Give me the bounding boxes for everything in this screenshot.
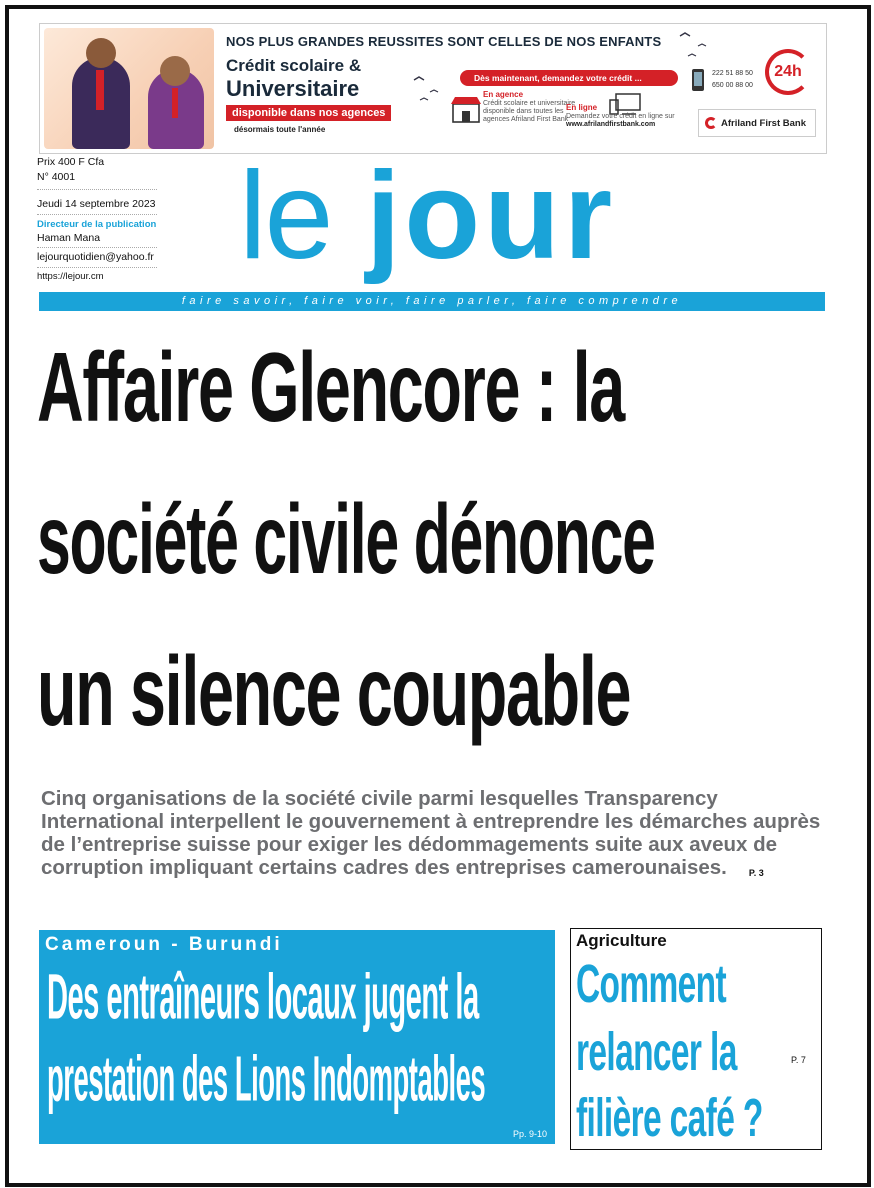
issue-date: Jeudi 14 septembre 2023: [37, 198, 156, 210]
meta-divider: [37, 214, 157, 215]
ad-online-block: [566, 104, 690, 129]
tie-left: [96, 70, 104, 110]
story-right-headline-line-3: filière café ?: [576, 1088, 763, 1148]
ad-period: désormais toute l'année: [234, 125, 326, 134]
story-right-kicker: Agriculture: [576, 931, 667, 950]
child-head-left: [86, 38, 116, 68]
lead-lede: [41, 787, 821, 883]
logo-le: le: [239, 147, 332, 285]
ad-availability: disponible dans nos agences: [226, 105, 391, 121]
child-head-right: [160, 56, 190, 86]
ad-online-url[interactable]: www.afrilandfirstbank.com: [566, 121, 656, 128]
director-label: Directeur de la publication: [37, 219, 157, 230]
lead-headline-line-2: société civile dénonce: [37, 484, 655, 594]
story-right-headline-line-1: Comment: [576, 954, 727, 1014]
logo-jour: jour: [365, 147, 617, 285]
ad-agency-text: Crédit scolaire et universitaire disponible dans toutes les agences Afriland First Bank: [483, 100, 576, 123]
ad-phone-numbers: [712, 68, 753, 92]
ad-agency-label: En agence: [483, 90, 524, 99]
lead-lede-text: Cinq organisations de la société civile parmi lesquelles Transparency International interpellent le gouvernement à entreprendre les démarches auprès de l’entreprise suisse pour exiger les dédommagements suite aux aveux de corruption impliquant certains cadres des entreprises camerounaises.: [41, 787, 821, 879]
ad-headline: NOS PLUS GRANDES REUSSITES SONT CELLES DE NOS ENFANTS: [226, 34, 662, 49]
bank-mark-icon: [705, 117, 717, 129]
ad-illustration-children: [44, 28, 214, 149]
lead-page-ref[interactable]: P. 3: [748, 868, 764, 878]
bank-name: Afriland First Bank: [721, 118, 806, 129]
ad-cta-pill[interactable]: Dès maintenant, demandez votre crédit ...: [460, 70, 678, 86]
issue-number: N° 4001: [37, 171, 76, 183]
birds-icon-right: [678, 30, 714, 60]
ad-banner[interactable]: [39, 23, 827, 154]
birds-icon: [412, 70, 452, 106]
bank-logo: [698, 109, 816, 137]
ad-online-label: En ligne: [566, 103, 598, 112]
ad-title-line2: Universitaire: [226, 76, 360, 101]
director-name: Haman Mana: [37, 232, 101, 244]
meta-divider: [37, 189, 157, 190]
price: Prix 400 F Cfa: [37, 156, 105, 168]
lead-headline-line-3: un silence coupable: [37, 636, 631, 746]
badge-24h-icon: 24h: [765, 49, 811, 95]
email[interactable]: lejourquotidien@yahoo.fr: [37, 251, 154, 263]
story-right-headline-line-2: relancer la: [576, 1022, 737, 1082]
website[interactable]: https://lejour.cm: [37, 271, 104, 282]
newspaper-logo: [239, 141, 616, 291]
story-left-page-ref[interactable]: Pp. 9-10: [512, 1129, 547, 1139]
story-right-page-ref[interactable]: P. 7: [791, 1055, 806, 1065]
meta-divider: [37, 267, 157, 268]
front-page: [5, 5, 871, 1187]
story-box-cameroun-burundi[interactable]: [39, 930, 555, 1144]
story-box-agriculture[interactable]: [570, 928, 822, 1150]
mobile-phone-icon: [690, 68, 706, 92]
ad-title-line1: Crédit scolaire &: [226, 56, 362, 75]
ad-phone-1: 222 51 88 50: [712, 70, 753, 77]
story-left-kicker: Cameroun - Burundi: [45, 934, 283, 955]
slogan-bar: faire savoir, faire voir, faire parler, faire comprendre: [39, 292, 825, 311]
ad-online-text: Demandez votre crédit en ligne sur: [566, 113, 675, 120]
story-left-headline-line-1: Des entraîneurs locaux jugent la: [47, 960, 479, 1033]
meta-divider: [37, 247, 157, 248]
ad-phone-2: 650 00 88 00: [712, 82, 753, 89]
story-left-headline-line-2: prestation des Lions Indomptables: [47, 1042, 486, 1115]
lead-headline-line-1: Affaire Glencore : la: [37, 332, 624, 442]
tie-right: [172, 88, 178, 118]
shop-icon: [450, 94, 482, 124]
